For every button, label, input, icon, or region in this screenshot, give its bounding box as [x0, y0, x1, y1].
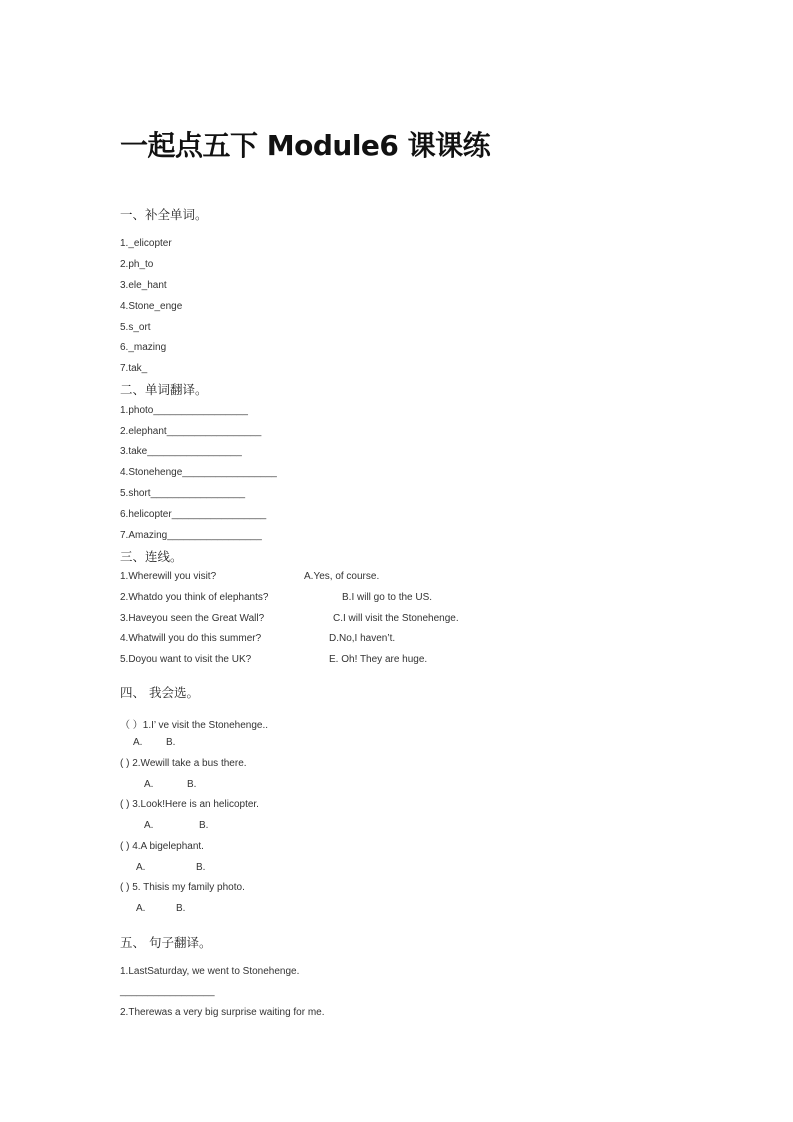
s3-left-item: 3.Haveyou seen the Great Wall?: [120, 613, 265, 624]
s1-item: 2.ph_to: [120, 259, 154, 270]
s3-right-item: D.No,I haven’t.: [329, 633, 396, 644]
s4-question: ( ) 5. Thisis my family photo.: [120, 882, 245, 893]
s4-option-a: A.: [136, 903, 146, 914]
s1-item: 3.ele_hant: [120, 280, 167, 291]
s3-right-item: E. Oh! They are huge.: [329, 654, 428, 665]
s5-line: 2.Therewas a very big surprise waiting for me.: [120, 1007, 325, 1018]
section-3-heading: 三、连线。: [120, 549, 183, 564]
section-5-heading: 五、 句子翻译。: [120, 935, 212, 950]
section-1-heading: 一、补全单词。: [120, 207, 208, 222]
s3-right-item: C.I will visit the Stonehenge.: [333, 613, 459, 624]
page-title: 一起点五下 Module6 课课练: [120, 129, 491, 162]
s4-option-b: B.: [187, 779, 197, 790]
s4-option-a: A.: [136, 862, 146, 873]
s1-item: 4.Stone_enge: [120, 301, 183, 312]
s2-item: 6.helicopter_________________: [120, 509, 267, 520]
s2-item: 7.Amazing_________________: [120, 530, 262, 541]
s3-left-item: 4.Whatwill you do this summer?: [120, 633, 262, 644]
section-4-heading: 四、 我会选。: [120, 685, 199, 700]
s4-question: （ ）1.I’ ve visit the Stonehenge..: [120, 720, 269, 731]
s4-question: ( ) 3.Look!Here is an helicopter.: [120, 799, 259, 810]
s1-item: 6._mazing: [120, 342, 167, 353]
s2-item: 4.Stonehenge_________________: [120, 467, 277, 478]
s3-right-item: A.Yes, of course.: [304, 571, 380, 582]
s4-option-a: A.: [133, 737, 143, 748]
s3-left-item: 1.Wherewill you visit?: [120, 571, 217, 582]
s1-item: 5.s_ort: [120, 322, 151, 333]
s4-option-a: A.: [144, 779, 154, 790]
s2-item: 5.short_________________: [120, 488, 246, 499]
s2-item: 2.elephant_________________: [120, 426, 262, 437]
s4-option-a: A.: [144, 820, 154, 831]
s3-right-item: B.I will go to the US.: [342, 592, 433, 603]
section-2-heading: 二、单词翻译。: [120, 382, 208, 397]
s2-item: 1.photo_________________: [120, 405, 248, 416]
s5-line: 1.LastSaturday, we went to Stonehenge.: [120, 966, 300, 977]
s2-item: 3.take_________________: [120, 446, 242, 457]
s1-item: 1._elicopter: [120, 238, 172, 249]
s3-left-item: 2.Whatdo you think of elephants?: [120, 592, 269, 603]
s4-option-b: B.: [166, 737, 176, 748]
s4-option-b: B.: [199, 820, 209, 831]
s4-question: ( ) 4.A bigelephant.: [120, 841, 204, 852]
s4-question: ( ) 2.Wewill take a bus there.: [120, 758, 247, 769]
s4-option-b: B.: [176, 903, 186, 914]
s3-left-item: 5.Doyou want to visit the UK?: [120, 654, 252, 665]
s1-item: 7.tak_: [120, 363, 148, 374]
s4-option-b: B.: [196, 862, 206, 873]
s5-answer-line: _________________: [120, 986, 215, 997]
